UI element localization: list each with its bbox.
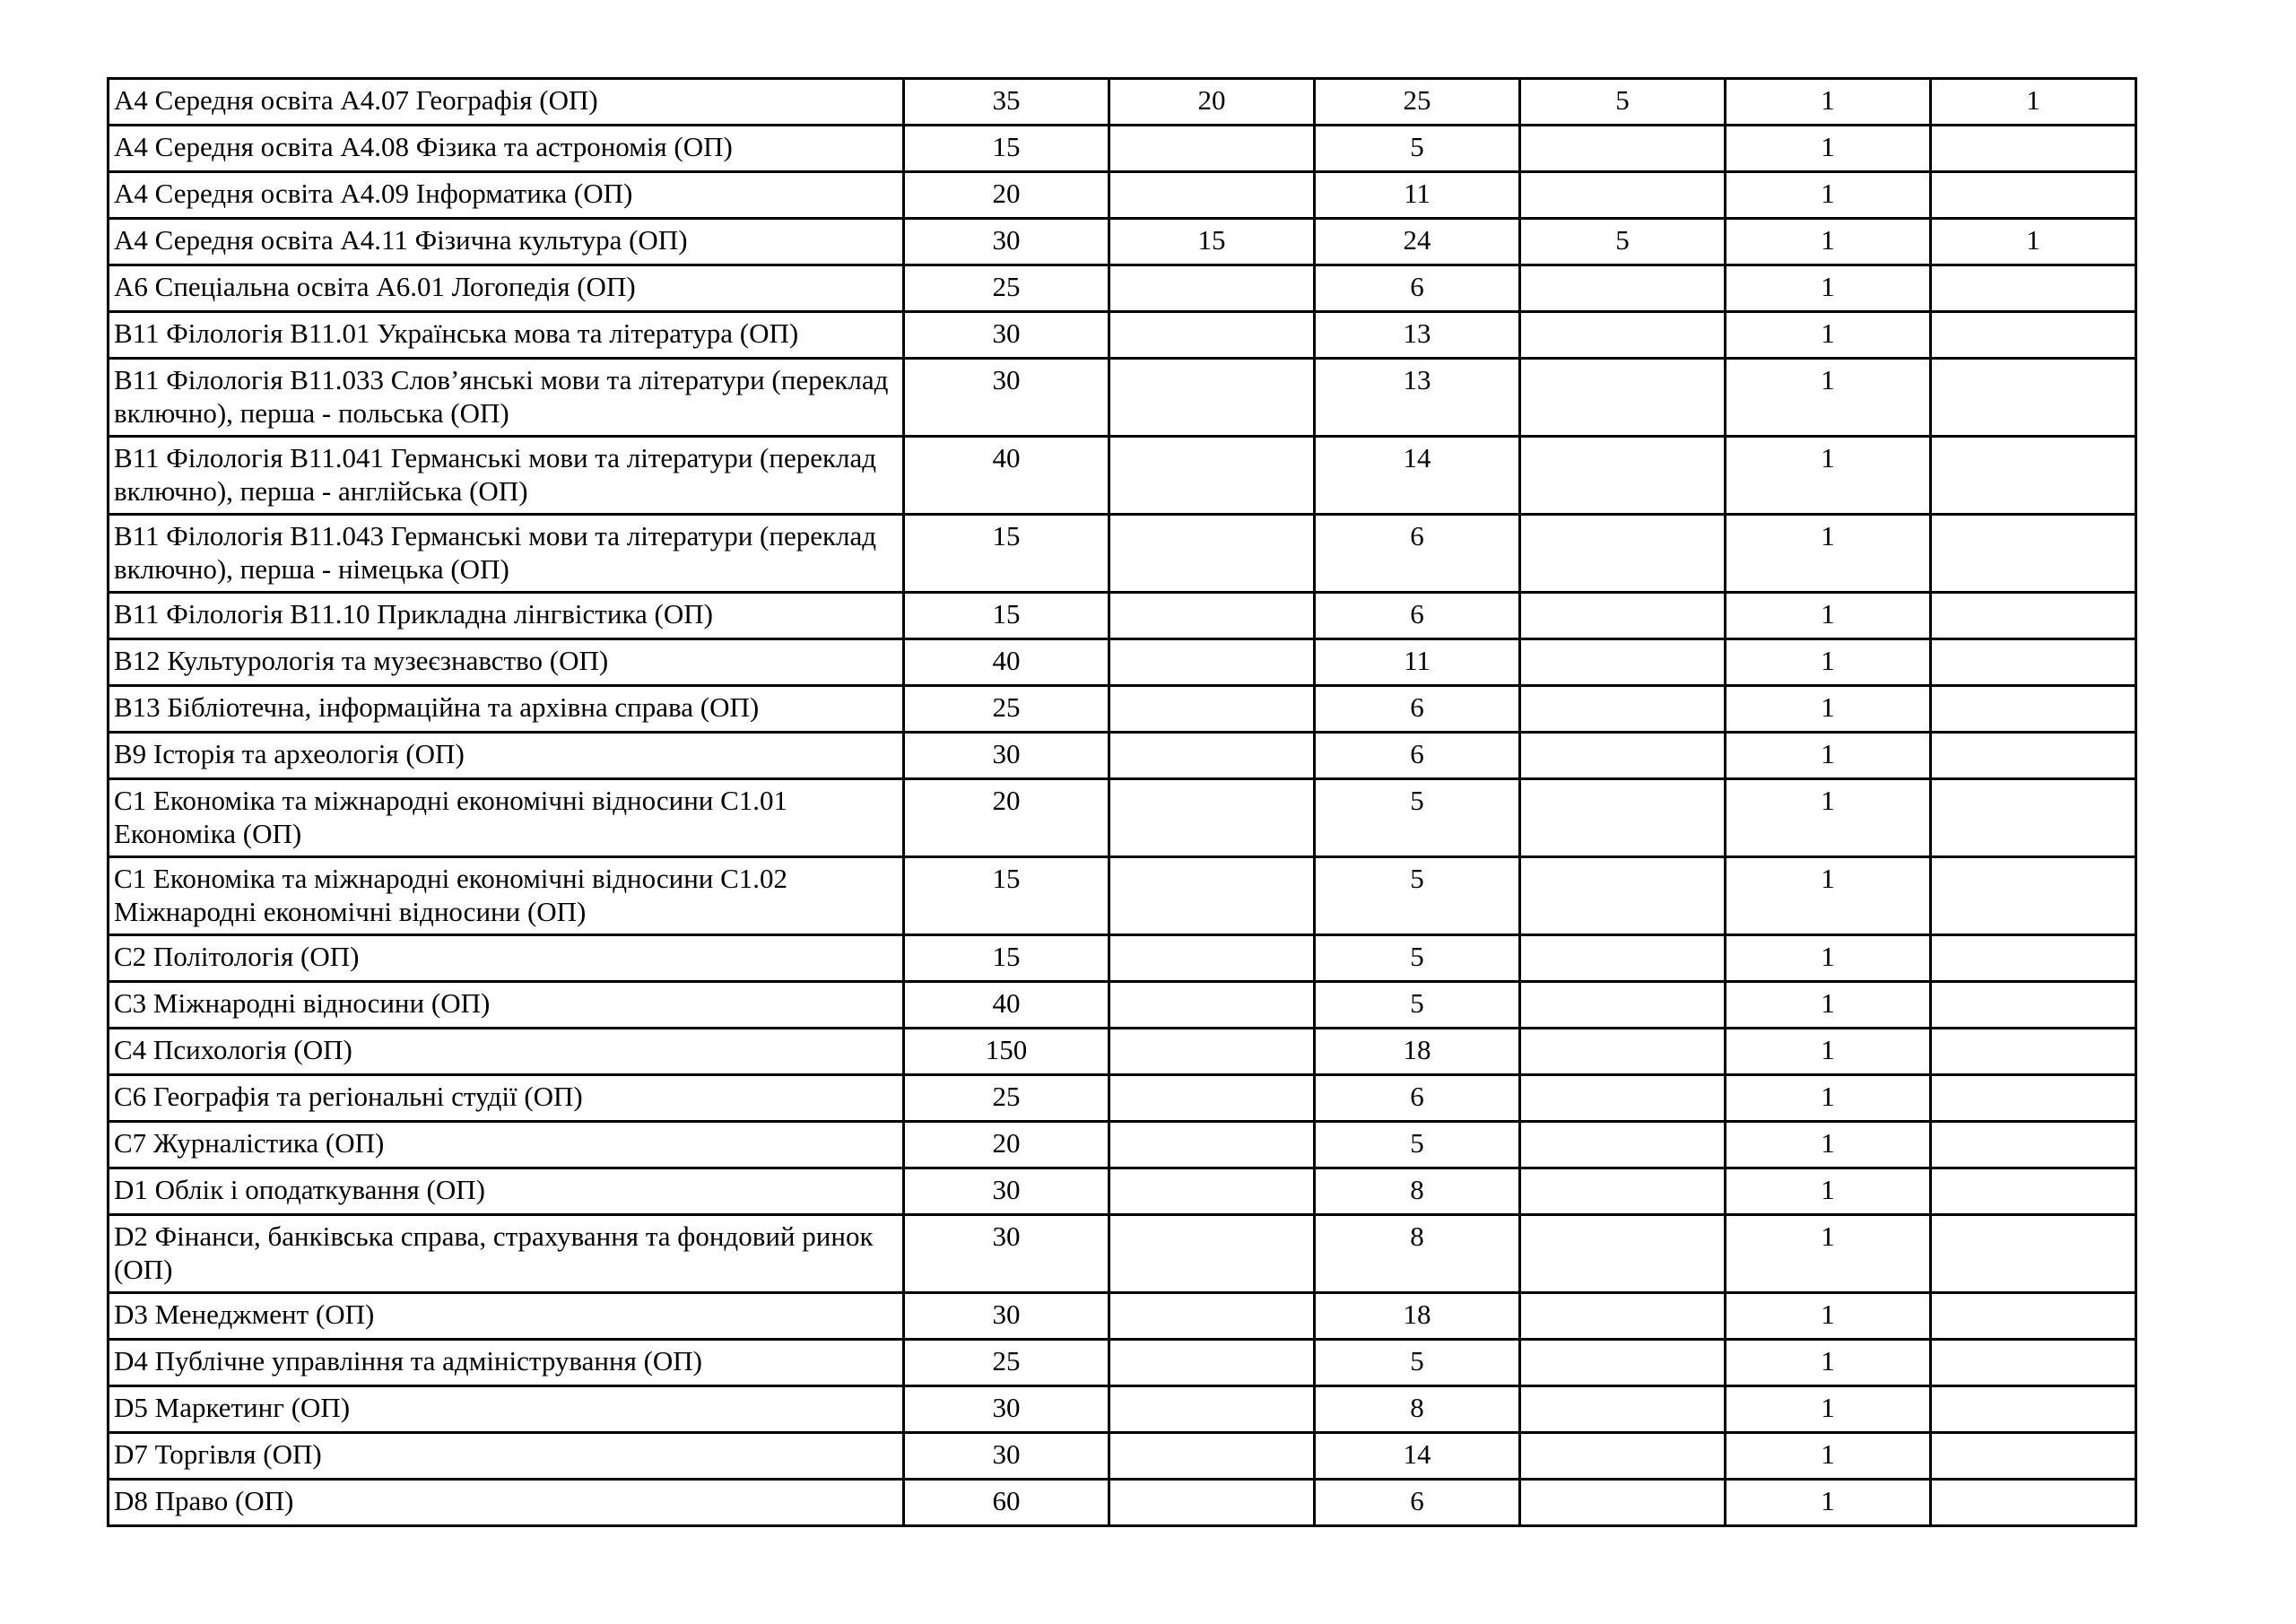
value-cell-6 [1931, 1480, 2136, 1526]
value-cell-3: 5 [1315, 982, 1520, 1029]
value-cell-2 [1109, 1386, 1315, 1433]
table-row [109, 779, 2136, 857]
program-name-cell: D3 Менеджмент (ОП) [109, 1293, 904, 1340]
value-cell-5: 1 [1726, 1075, 1931, 1122]
program-name-cell: С1 Економіка та міжнародні економічні відносини С1.01 Економіка (ОП) [109, 779, 904, 857]
value-cell-1: 30 [904, 1433, 1109, 1480]
value-cell-4 [1520, 1386, 1726, 1433]
value-cell-1: 25 [904, 1075, 1109, 1122]
value-cell-2 [1109, 265, 1315, 312]
program-name-cell: А4 Середня освіта А4.11 Фізична культура (ОП) [109, 219, 904, 265]
value-cell-4 [1520, 1480, 1726, 1526]
value-cell-4 [1520, 779, 1726, 857]
value-cell-2 [1109, 982, 1315, 1029]
value-cell-5: 1 [1726, 1168, 1931, 1215]
value-cell-3: 6 [1315, 593, 1520, 639]
value-cell-5: 1 [1726, 1433, 1931, 1480]
value-cell-5: 1 [1726, 935, 1931, 982]
value-cell-3: 5 [1315, 935, 1520, 982]
value-cell-4: 5 [1520, 219, 1726, 265]
value-cell-1: 20 [904, 172, 1109, 219]
value-cell-3: 5 [1315, 1340, 1520, 1386]
table-row [109, 1386, 2136, 1433]
table-row [109, 593, 2136, 639]
value-cell-1: 40 [904, 639, 1109, 686]
value-cell-3: 6 [1315, 686, 1520, 733]
table-row [109, 437, 2136, 515]
value-cell-2 [1109, 593, 1315, 639]
value-cell-2 [1109, 935, 1315, 982]
table-row [109, 1122, 2136, 1168]
value-cell-1: 40 [904, 982, 1109, 1029]
table-row [109, 935, 2136, 982]
table-row [109, 515, 2136, 593]
value-cell-2 [1109, 312, 1315, 359]
value-cell-4: 5 [1520, 79, 1726, 126]
value-cell-1: 25 [904, 1340, 1109, 1386]
value-cell-4 [1520, 172, 1726, 219]
value-cell-6 [1931, 437, 2136, 515]
table-row [109, 733, 2136, 779]
value-cell-1: 30 [904, 1386, 1109, 1433]
value-cell-6 [1931, 1168, 2136, 1215]
value-cell-2 [1109, 126, 1315, 172]
value-cell-4 [1520, 265, 1726, 312]
admissions-table [107, 77, 2137, 1527]
table-row [109, 1168, 2136, 1215]
value-cell-4 [1520, 359, 1726, 437]
value-cell-3: 25 [1315, 79, 1520, 126]
value-cell-5: 1 [1726, 639, 1931, 686]
table-row [109, 1293, 2136, 1340]
value-cell-2 [1109, 1075, 1315, 1122]
table-row [109, 1029, 2136, 1075]
value-cell-6 [1931, 593, 2136, 639]
table-row [109, 79, 2136, 126]
program-name-cell: А4 Середня освіта А4.08 Фізика та астрономія (ОП) [109, 126, 904, 172]
value-cell-1: 40 [904, 437, 1109, 515]
value-cell-6 [1931, 1122, 2136, 1168]
value-cell-1: 30 [904, 1215, 1109, 1293]
value-cell-5: 1 [1726, 1122, 1931, 1168]
value-cell-2 [1109, 1029, 1315, 1075]
value-cell-2 [1109, 437, 1315, 515]
value-cell-6 [1931, 172, 2136, 219]
value-cell-2 [1109, 857, 1315, 935]
value-cell-3: 6 [1315, 515, 1520, 593]
document-sheet [107, 77, 2137, 1527]
value-cell-3: 8 [1315, 1386, 1520, 1433]
value-cell-1: 30 [904, 359, 1109, 437]
value-cell-2 [1109, 1122, 1315, 1168]
value-cell-4 [1520, 639, 1726, 686]
value-cell-4 [1520, 126, 1726, 172]
value-cell-6 [1931, 1340, 2136, 1386]
value-cell-6 [1931, 1215, 2136, 1293]
value-cell-5: 1 [1726, 126, 1931, 172]
value-cell-4 [1520, 857, 1726, 935]
value-cell-4 [1520, 1215, 1726, 1293]
value-cell-5: 1 [1726, 779, 1931, 857]
value-cell-3: 11 [1315, 639, 1520, 686]
value-cell-2 [1109, 1293, 1315, 1340]
value-cell-4 [1520, 982, 1726, 1029]
program-name-cell: А6 Спеціальна освіта А6.01 Логопедія (ОП) [109, 265, 904, 312]
table-row [109, 359, 2136, 437]
value-cell-6 [1931, 515, 2136, 593]
value-cell-6: 1 [1931, 79, 2136, 126]
value-cell-4 [1520, 437, 1726, 515]
table-row [109, 1075, 2136, 1122]
value-cell-6: 1 [1931, 219, 2136, 265]
value-cell-4 [1520, 1168, 1726, 1215]
value-cell-4 [1520, 1340, 1726, 1386]
value-cell-3: 24 [1315, 219, 1520, 265]
value-cell-2 [1109, 639, 1315, 686]
program-name-cell: С2 Політологія (ОП) [109, 935, 904, 982]
table-body [109, 79, 2136, 1526]
value-cell-5: 1 [1726, 1480, 1931, 1526]
value-cell-4 [1520, 515, 1726, 593]
program-name-cell: В11 Філологія В11.01 Українська мова та література (ОП) [109, 312, 904, 359]
program-name-cell: D2 Фінанси, банківська справа, страхування та фондовий ринок (ОП) [109, 1215, 904, 1293]
value-cell-6 [1931, 779, 2136, 857]
value-cell-6 [1931, 265, 2136, 312]
value-cell-2 [1109, 515, 1315, 593]
value-cell-6 [1931, 1075, 2136, 1122]
program-name-cell: В9 Історія та археологія (ОП) [109, 733, 904, 779]
value-cell-6 [1931, 686, 2136, 733]
value-cell-6 [1931, 312, 2136, 359]
value-cell-5: 1 [1726, 733, 1931, 779]
value-cell-3: 6 [1315, 733, 1520, 779]
program-name-cell: С1 Економіка та міжнародні економічні відносини С1.02 Міжнародні економічні відносини (ОП) [109, 857, 904, 935]
value-cell-1: 15 [904, 935, 1109, 982]
value-cell-5: 1 [1726, 593, 1931, 639]
value-cell-4 [1520, 733, 1726, 779]
value-cell-6 [1931, 639, 2136, 686]
value-cell-4 [1520, 312, 1726, 359]
table-row [109, 1480, 2136, 1526]
value-cell-3: 6 [1315, 1075, 1520, 1122]
table-row [109, 686, 2136, 733]
value-cell-1: 30 [904, 219, 1109, 265]
value-cell-6 [1931, 359, 2136, 437]
value-cell-5: 1 [1726, 219, 1931, 265]
table-row [109, 1340, 2136, 1386]
value-cell-6 [1931, 1433, 2136, 1480]
program-name-cell: В13 Бібліотечна, інформаційна та архівна справа (ОП) [109, 686, 904, 733]
value-cell-5: 1 [1726, 1293, 1931, 1340]
value-cell-1: 25 [904, 686, 1109, 733]
value-cell-3: 5 [1315, 779, 1520, 857]
value-cell-3: 5 [1315, 857, 1520, 935]
value-cell-5: 1 [1726, 312, 1931, 359]
value-cell-5: 1 [1726, 1215, 1931, 1293]
value-cell-3: 11 [1315, 172, 1520, 219]
value-cell-5: 1 [1726, 172, 1931, 219]
value-cell-2 [1109, 359, 1315, 437]
value-cell-3: 18 [1315, 1029, 1520, 1075]
table-row [109, 265, 2136, 312]
program-name-cell: С3 Міжнародні відносини (ОП) [109, 982, 904, 1029]
value-cell-1: 20 [904, 1122, 1109, 1168]
value-cell-1: 25 [904, 265, 1109, 312]
value-cell-2 [1109, 686, 1315, 733]
value-cell-6 [1931, 126, 2136, 172]
value-cell-4 [1520, 686, 1726, 733]
value-cell-1: 15 [904, 126, 1109, 172]
value-cell-1: 15 [904, 857, 1109, 935]
program-name-cell: D8 Право (ОП) [109, 1480, 904, 1526]
value-cell-5: 1 [1726, 1386, 1931, 1433]
program-name-cell: А4 Середня освіта А4.07 Географія (ОП) [109, 79, 904, 126]
program-name-cell: D1 Облік і оподаткування (ОП) [109, 1168, 904, 1215]
value-cell-4 [1520, 1029, 1726, 1075]
program-name-cell: С6 Географія та регіональні студії (ОП) [109, 1075, 904, 1122]
value-cell-5: 1 [1726, 1029, 1931, 1075]
value-cell-1: 30 [904, 1293, 1109, 1340]
table-row [109, 312, 2136, 359]
program-name-cell: В11 Філологія В11.10 Прикладна лінгвістика (ОП) [109, 593, 904, 639]
value-cell-5: 1 [1726, 265, 1931, 312]
program-name-cell: В11 Філологія В11.041 Германські мови та літератури (переклад включно), перша - англійська (ОП) [109, 437, 904, 515]
value-cell-2 [1109, 779, 1315, 857]
program-name-cell: D7 Торгівля (ОП) [109, 1433, 904, 1480]
value-cell-1: 30 [904, 1168, 1109, 1215]
program-name-cell: А4 Середня освіта А4.09 Інформатика (ОП) [109, 172, 904, 219]
value-cell-3: 13 [1315, 312, 1520, 359]
value-cell-1: 60 [904, 1480, 1109, 1526]
value-cell-2 [1109, 1340, 1315, 1386]
value-cell-4 [1520, 935, 1726, 982]
program-name-cell: В11 Філологія В11.043 Германські мови та літератури (переклад включно), перша - німецька (ОП) [109, 515, 904, 593]
value-cell-3: 14 [1315, 437, 1520, 515]
value-cell-6 [1931, 1293, 2136, 1340]
value-cell-5: 1 [1726, 857, 1931, 935]
value-cell-3: 6 [1315, 265, 1520, 312]
program-name-cell: D4 Публічне управління та адміністрування (ОП) [109, 1340, 904, 1386]
value-cell-2 [1109, 172, 1315, 219]
value-cell-3: 5 [1315, 1122, 1520, 1168]
value-cell-1: 15 [904, 515, 1109, 593]
value-cell-4 [1520, 1075, 1726, 1122]
value-cell-3: 8 [1315, 1215, 1520, 1293]
value-cell-5: 1 [1726, 982, 1931, 1029]
value-cell-5: 1 [1726, 437, 1931, 515]
value-cell-6 [1931, 1029, 2136, 1075]
program-name-cell: В11 Філологія В11.033 Слов’янські мови та літератури (переклад включно), перша - польська (ОП) [109, 359, 904, 437]
value-cell-1: 15 [904, 593, 1109, 639]
value-cell-5: 1 [1726, 1340, 1931, 1386]
value-cell-2 [1109, 1480, 1315, 1526]
value-cell-6 [1931, 1386, 2136, 1433]
value-cell-1: 150 [904, 1029, 1109, 1075]
value-cell-6 [1931, 857, 2136, 935]
table-row [109, 1433, 2136, 1480]
table-row [109, 126, 2136, 172]
value-cell-6 [1931, 982, 2136, 1029]
value-cell-4 [1520, 593, 1726, 639]
value-cell-2: 20 [1109, 79, 1315, 126]
table-row [109, 639, 2136, 686]
value-cell-3: 14 [1315, 1433, 1520, 1480]
value-cell-5: 1 [1726, 79, 1931, 126]
value-cell-2 [1109, 1168, 1315, 1215]
program-name-cell: В12 Культурологія та музеєзнавство (ОП) [109, 639, 904, 686]
value-cell-4 [1520, 1122, 1726, 1168]
value-cell-5: 1 [1726, 686, 1931, 733]
table-row [109, 172, 2136, 219]
value-cell-5: 1 [1726, 359, 1931, 437]
value-cell-2 [1109, 1433, 1315, 1480]
program-name-cell: D5 Маркетинг (ОП) [109, 1386, 904, 1433]
value-cell-6 [1931, 935, 2136, 982]
value-cell-1: 20 [904, 779, 1109, 857]
program-name-cell: С4 Психологія (ОП) [109, 1029, 904, 1075]
value-cell-1: 30 [904, 312, 1109, 359]
value-cell-3: 18 [1315, 1293, 1520, 1340]
value-cell-2 [1109, 733, 1315, 779]
program-name-cell: С7 Журналістика (ОП) [109, 1122, 904, 1168]
value-cell-3: 5 [1315, 126, 1520, 172]
value-cell-3: 6 [1315, 1480, 1520, 1526]
value-cell-2 [1109, 1215, 1315, 1293]
value-cell-3: 13 [1315, 359, 1520, 437]
value-cell-4 [1520, 1293, 1726, 1340]
value-cell-2: 15 [1109, 219, 1315, 265]
value-cell-1: 30 [904, 733, 1109, 779]
table-row [109, 857, 2136, 935]
table-row [109, 1215, 2136, 1293]
value-cell-4 [1520, 1433, 1726, 1480]
value-cell-6 [1931, 733, 2136, 779]
table-row [109, 219, 2136, 265]
value-cell-1: 35 [904, 79, 1109, 126]
value-cell-3: 8 [1315, 1168, 1520, 1215]
table-row [109, 982, 2136, 1029]
value-cell-5: 1 [1726, 515, 1931, 593]
